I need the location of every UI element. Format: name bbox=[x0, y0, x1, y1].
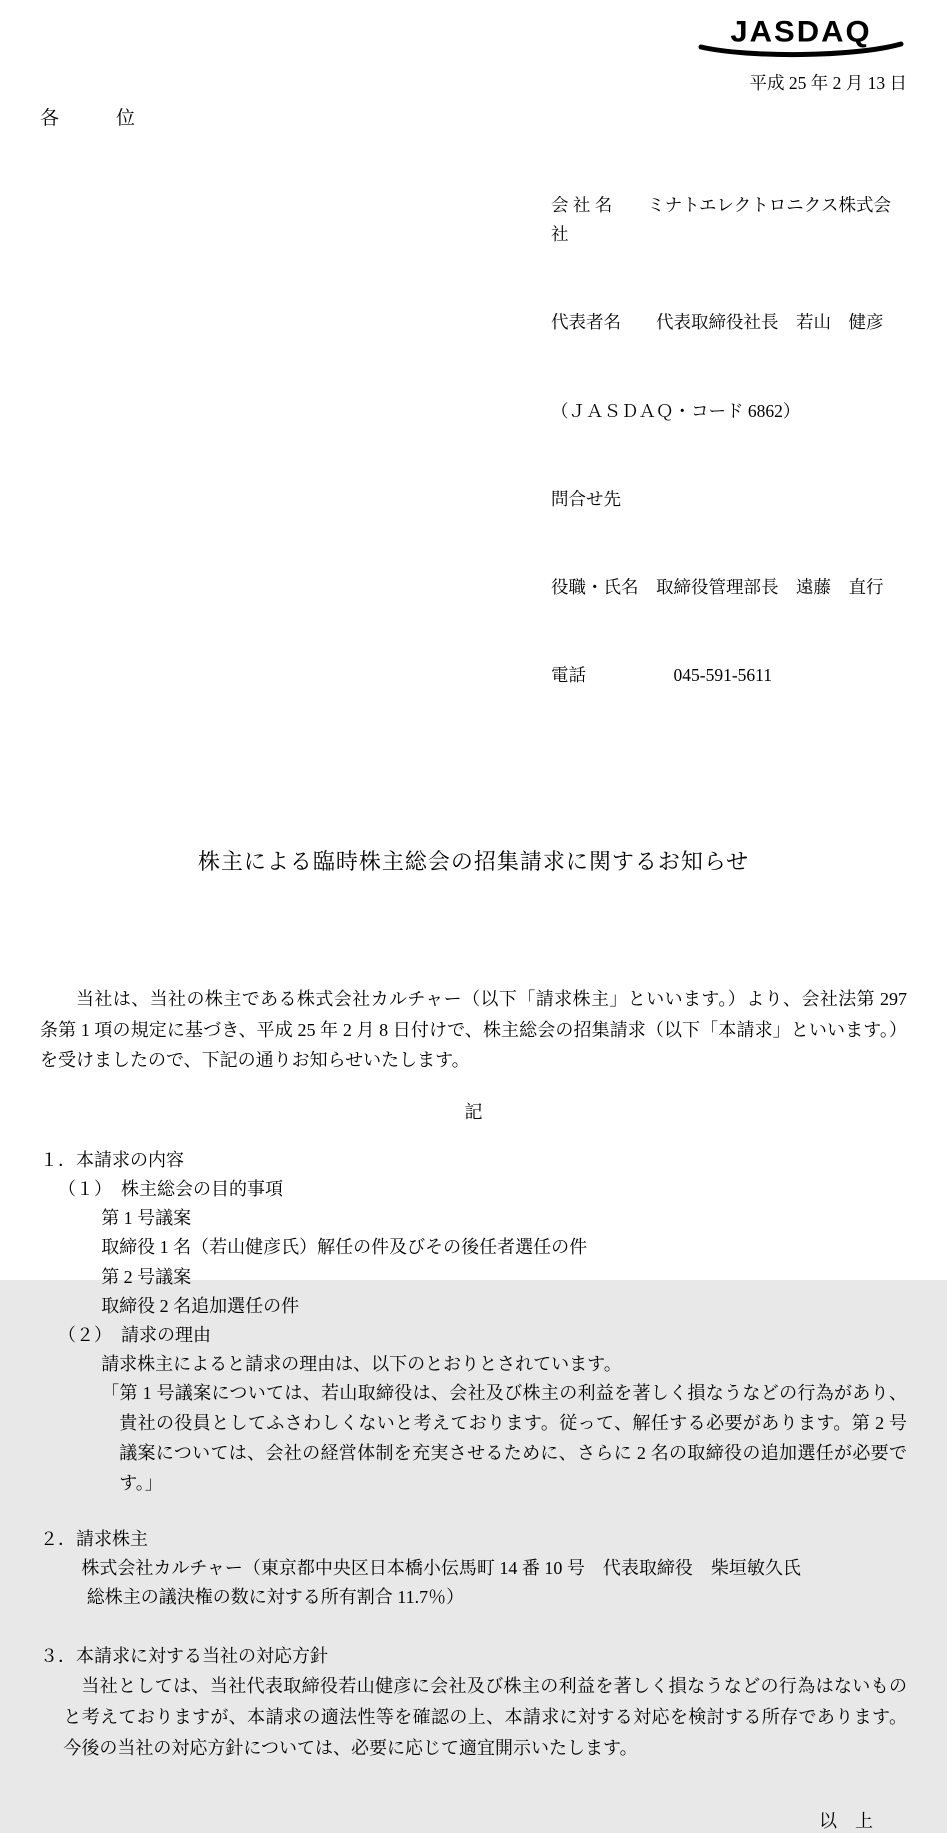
company-info-block bbox=[551, 132, 907, 749]
record-marker: 記 bbox=[464, 1101, 483, 1122]
proposal-1-label: 第 1 号議案 bbox=[101, 1208, 192, 1229]
reason-heading-line: （２） 請求の理由 bbox=[58, 1324, 211, 1345]
document-title: 株主による臨時株主総会の招集請求に関するお知らせ bbox=[197, 849, 750, 875]
section-company-response bbox=[40, 1642, 907, 1763]
proposal-2-text: 取締役 2 名追加選任の件 bbox=[101, 1295, 300, 1316]
shareholder-detail-line: 株式会社カルチャー（東京都中央区日本橋小伝馬町 14 番 10 号 代表取締役 柴垣敏久氏 bbox=[81, 1557, 801, 1578]
representative-line: 代表者名 代表取締役社長 若山 健彦 bbox=[551, 312, 884, 333]
reason-intro-line: 請求株主によると請求の理由は、以下のとおりとされています。 bbox=[101, 1354, 622, 1375]
stock-code-line: （ＪＡＳＤＡＱ・コード 6862） bbox=[551, 400, 801, 421]
section-request-content bbox=[40, 1146, 907, 1499]
section-heading: ２．請求株主 bbox=[40, 1528, 148, 1549]
addressee: 各 位 bbox=[40, 108, 136, 129]
contact-person-line: 役職・氏名 取締役管理部長 遠藤 直行 bbox=[551, 576, 884, 597]
response-paragraph: 当社としては、当社代表取締役若山健彦に会社及び株主の利益を著しく損なうなどの行為はないものと考えておりますが、本請求の適法性等を確認の上、本請求に対する対応を検討する所存であります。今後の当社の対応方針については、必要に応じて適宜開示いたします。 bbox=[63, 1676, 907, 1758]
document-date: 平成 25 年 2 月 13 日 bbox=[749, 73, 907, 93]
logo-row bbox=[40, 16, 907, 58]
proposal-2-label: 第 2 号議案 bbox=[101, 1266, 192, 1287]
company-name-line: 会 社 名 ミナトエレクトロニクス株式会社 bbox=[551, 194, 892, 245]
voting-rights-line: 総株主の議決権の数に対する所有割合 11.7％） bbox=[86, 1587, 465, 1608]
quoted-reason: 「第 1 号議案については、若山取締役は、会社及び株主の利益を著しく損なうなどの行為があり、貴社の役員としてふさわしくないと考えております。従って、解任する必要があります。第 2 号議案については、会社の経営体制を充実させるために、さらに 2 名の取締役の追加選任が必要です。」 bbox=[101, 1383, 907, 1493]
closing-mark: 以 上 bbox=[819, 1811, 873, 1832]
jasdaq-logo-text: JASDAQ bbox=[730, 14, 872, 49]
phone-line: 電話 045-591-5611 bbox=[551, 665, 773, 686]
contact-label-line: 問合せ先 bbox=[551, 488, 621, 509]
proposal-1-text: 取締役 1 名（若山健彦氏）解任の件及びその後任者選任の件 bbox=[101, 1237, 588, 1258]
section-heading: ３．本請求に対する当社の対応方針 bbox=[40, 1646, 328, 1667]
intro-paragraph: 当社は、当社の株主である株式会社カルチャー（以下「請求株主」といいます。）より、会社法第 297 条第 1 項の規定に基づき、平成 25 年 2 月 8 日付けで、株主総会の招集請求（以下「本請求」といいます。）を受けましたので、下記の通りお知らせいたします。 bbox=[40, 989, 912, 1071]
jasdaq-logo bbox=[697, 16, 905, 58]
section-heading: １．本請求の内容 bbox=[40, 1149, 184, 1170]
section-requesting-shareholder bbox=[40, 1525, 907, 1612]
agenda-purpose-line: （１） 株主総会の目的事項 bbox=[58, 1179, 283, 1200]
